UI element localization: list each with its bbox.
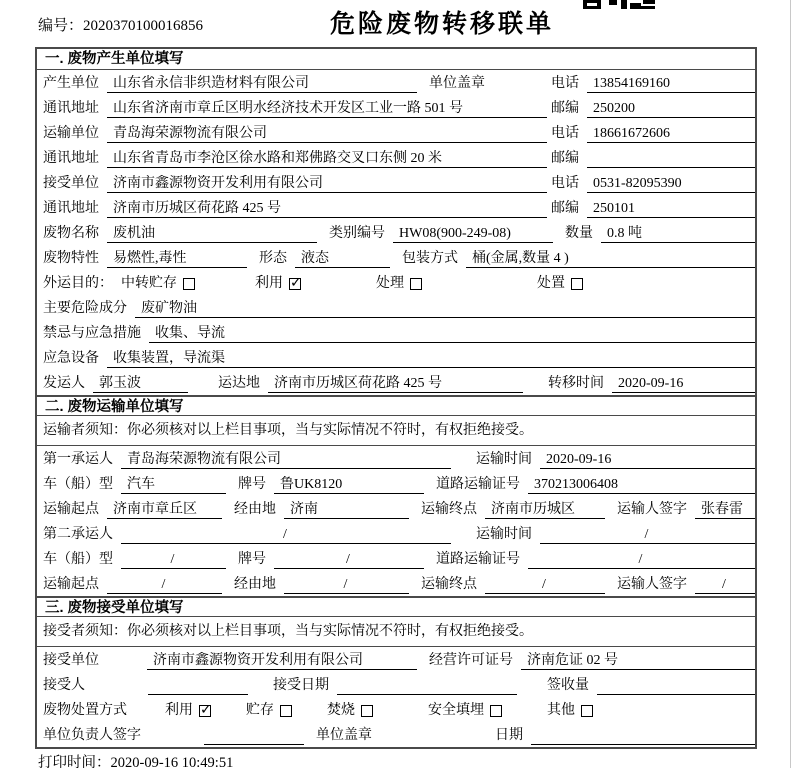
address-label: 通讯地址 — [43, 201, 99, 216]
carrier1-time-value: 2020-09-16 — [540, 451, 755, 469]
option-utilize — [255, 275, 301, 293]
accept-date-value — [337, 677, 517, 695]
vehicle2-type-value: / — [121, 551, 226, 569]
carrier1-value: 青岛海荣源物流有限公司 — [121, 451, 451, 469]
disposal-method-row — [37, 697, 755, 722]
option-transfer-storage — [121, 275, 195, 293]
carrier2-value: / — [121, 526, 451, 544]
route1-row — [37, 496, 755, 521]
option-other — [547, 702, 593, 720]
option-label: 利用 — [165, 703, 193, 718]
equipment-label: 应急设备 — [43, 351, 99, 366]
form-state-value: 液态 — [295, 250, 390, 268]
transporter-address-row — [37, 145, 755, 170]
responsible-sign-value — [204, 727, 304, 745]
form-title: 危险废物转移联单 — [330, 10, 555, 38]
route2-end-value: / — [485, 576, 605, 594]
receiver-zip-value: 250101 — [587, 200, 755, 218]
vehicle1-license-value: 370213006408 — [528, 476, 755, 494]
option-label: 处理 — [376, 276, 404, 291]
right-field-group — [551, 100, 755, 118]
print-time — [38, 751, 233, 768]
producer-zip-value: 250200 — [587, 100, 755, 118]
checkbox-transfer-storage — [183, 278, 195, 290]
serial-value: 2020370100016856 — [83, 18, 204, 34]
form-state-label: 形态 — [259, 251, 287, 266]
section3-header: 三. 废物接受单位填写 — [37, 596, 755, 617]
business-license-value: 济南危证 02 号 — [521, 652, 755, 670]
vehicle2-license-value: / — [528, 551, 755, 569]
route1-end-value: 济南市历城区 — [485, 501, 605, 519]
plate-label: 牌号 — [238, 552, 266, 567]
qr-code-fragment — [583, 0, 655, 9]
print-time-value: 2020-09-16 10:49:51 — [110, 755, 234, 768]
address-label: 通讯地址 — [43, 101, 99, 116]
accept-date-label: 接受日期 — [273, 678, 329, 693]
route2-row — [37, 571, 755, 596]
route-end-label: 运输终点 — [421, 502, 477, 517]
phone-label: 电话 — [551, 126, 579, 141]
serial-number — [38, 14, 203, 35]
waste-code-label: 类别编号 — [329, 226, 385, 241]
shipper-label: 发运人 — [43, 376, 85, 391]
signed-quantity-label: 签收量 — [547, 678, 589, 693]
receiver-address-row — [37, 195, 755, 220]
option-storage — [246, 702, 292, 720]
transporter-notice-row — [37, 416, 755, 446]
emergency-equipment-row — [37, 345, 755, 370]
transport-time-label: 运输时间 — [476, 527, 532, 542]
checkbox-landfill — [490, 705, 502, 717]
signed-quantity-value — [597, 677, 755, 695]
hazard-label: 主要危险成分 — [43, 301, 127, 316]
right-field-group — [551, 175, 755, 193]
waste-props-label: 废物特性 — [43, 251, 99, 266]
acceptor-value — [148, 677, 248, 695]
transfer-purpose-row — [37, 270, 755, 295]
route2-via-value: / — [284, 576, 409, 594]
checkbox-utilize — [289, 278, 301, 290]
option-incinerate — [327, 702, 373, 720]
plate-label: 牌号 — [238, 477, 266, 492]
emergency-value: 收集、导流 — [149, 325, 755, 343]
shipper-value: 郭玉波 — [93, 375, 188, 393]
accepting-unit-label: 接受单位 — [43, 653, 99, 668]
right-field-group — [551, 150, 755, 168]
date-label: 日期 — [495, 728, 523, 743]
waste-code-value: HW08(900-249-08) — [393, 225, 553, 243]
business-license-label: 经营许可证号 — [429, 653, 513, 668]
vehicle-type-label: 车（船）型 — [43, 552, 113, 567]
waste-props-row — [37, 245, 755, 270]
accepting-unit-row — [37, 647, 755, 672]
option-label: 焚烧 — [327, 703, 355, 718]
route-start-label: 运输起点 — [43, 577, 99, 592]
route2-start-value: / — [107, 576, 222, 594]
acceptor-label: 接受人 — [43, 678, 85, 693]
carrier2-row — [37, 521, 755, 546]
option-label: 贮存 — [246, 703, 274, 718]
emergency-label: 禁忌与应急措施 — [43, 326, 141, 341]
producer-row — [37, 70, 755, 95]
carrier2-label: 第二承运人 — [43, 527, 113, 542]
checkbox-incinerate — [361, 705, 373, 717]
option-utilize — [165, 702, 211, 720]
acceptor-row — [37, 672, 755, 697]
responsible-signature-row — [37, 722, 755, 747]
date-value — [531, 727, 755, 745]
carrier-sign-label: 运输人签字 — [617, 577, 687, 592]
serial-label: 编号： — [38, 18, 84, 34]
right-field-group — [551, 125, 755, 143]
unit-seal-label: 单位盖章 — [429, 76, 485, 91]
producer-label: 产生单位 — [43, 76, 99, 91]
carrier1-label: 第一承运人 — [43, 452, 113, 467]
checkbox-utilize — [199, 705, 211, 717]
transporter-value: 青岛海荣源物流有限公司 — [107, 125, 547, 143]
purpose-label: 外运目的： — [43, 276, 113, 291]
vehicle-type-label: 车（船）型 — [43, 477, 113, 492]
vehicle2-plate-value: / — [274, 551, 424, 569]
transfer-time-label: 转移时间 — [548, 376, 604, 391]
responsible-sign-label: 单位负责人签字 — [43, 728, 141, 743]
route1-start-value: 济南市章丘区 — [107, 501, 222, 519]
vehicle1-row — [37, 471, 755, 496]
zip-label: 邮编 — [551, 201, 579, 216]
road-license-label: 道路运输证号 — [436, 477, 520, 492]
carrier1-row — [37, 446, 755, 471]
transporter-address-value: 山东省青岛市李沧区徐水路和郑佛路交叉口东侧 20 米 — [107, 150, 547, 168]
packaging-label: 包装方式 — [402, 251, 458, 266]
unit-seal-label: 单位盖章 — [316, 728, 372, 743]
transporter-notice: 运输者须知：你必须核对以上栏目事项，当与实际情况不符时，有权拒绝接受。 — [43, 422, 533, 438]
manifest-form — [35, 47, 757, 749]
vehicle1-type-value: 汽车 — [121, 476, 226, 494]
destination-label: 运达地 — [218, 376, 260, 391]
transporter-zip-value — [587, 150, 755, 168]
route1-sign-value: 张春雷 — [695, 501, 755, 519]
option-label: 其他 — [547, 703, 575, 718]
address-label: 通讯地址 — [43, 151, 99, 166]
transporter-row — [37, 120, 755, 145]
print-time-label: 打印时间： — [38, 755, 111, 768]
quantity-value: 0.8 吨 — [601, 225, 755, 243]
producer-phone-value: 13854169160 — [587, 75, 755, 93]
producer-address-row — [37, 95, 755, 120]
receiver-phone-value: 0531-82095390 — [587, 175, 755, 193]
phone-label: 电话 — [551, 176, 579, 191]
receiver-value: 济南市鑫源物资开发利用有限公司 — [107, 175, 547, 193]
disposal-method-label: 废物处置方式 — [43, 703, 127, 718]
option-label: 利用 — [255, 276, 283, 291]
transporter-phone-value: 18661672606 — [587, 125, 755, 143]
option-label: 安全填埋 — [428, 703, 484, 718]
route-start-label: 运输起点 — [43, 502, 99, 517]
transfer-time-value: 2020-09-16 — [612, 375, 755, 393]
receiver-address-value: 济南市历城区荷花路 425 号 — [107, 200, 547, 218]
route-end-label: 运输终点 — [421, 577, 477, 592]
option-label: 中转贮存 — [121, 276, 177, 291]
checkbox-storage — [280, 705, 292, 717]
hazard-components-row — [37, 295, 755, 320]
receiver-label: 接受单位 — [43, 176, 99, 191]
transporter-label: 运输单位 — [43, 126, 99, 141]
shipper-row — [37, 370, 755, 395]
option-landfill — [428, 702, 502, 720]
checkbox-dispose — [571, 278, 583, 290]
vehicle1-plate-value: 鲁UK8120 — [274, 476, 424, 494]
phone-label: 电话 — [551, 76, 579, 91]
option-dispose — [537, 275, 583, 293]
hazard-value: 废矿物油 — [135, 300, 755, 318]
checkbox-treat — [410, 278, 422, 290]
right-field-group — [551, 75, 755, 93]
waste-name-row — [37, 220, 755, 245]
waste-props-value: 易燃性,毒性 — [107, 250, 247, 268]
right-field-group — [551, 200, 755, 218]
producer-address-value: 山东省济南市章丘区明水经济技术开发区工业一路 501 号 — [107, 100, 547, 118]
zip-label: 邮编 — [551, 151, 579, 166]
route1-via-value: 济南 — [284, 501, 409, 519]
quantity-label: 数量 — [565, 226, 593, 241]
waste-name-label: 废物名称 — [43, 226, 99, 241]
accepting-unit-value: 济南市鑫源物资开发利用有限公司 — [147, 652, 417, 670]
packaging-value: 桶(金属,数量 4 ) — [466, 250, 755, 268]
equipment-value: 收集装置，导流渠 — [107, 350, 755, 368]
vehicle2-row — [37, 546, 755, 571]
producer-value: 山东省永信非织造材料有限公司 — [107, 75, 417, 93]
option-treat — [376, 275, 422, 293]
route-via-label: 经由地 — [234, 502, 276, 517]
option-label: 处置 — [537, 276, 565, 291]
receiver-notice: 接受者须知：你必须核对以上栏目事项，当与实际情况不符时，有权拒绝接受。 — [43, 623, 533, 639]
section1-header: 一. 废物产生单位填写 — [37, 49, 755, 70]
waste-name-value: 废机油 — [107, 225, 317, 243]
destination-value: 济南市历城区荷花路 425 号 — [268, 375, 523, 393]
section2-header: 二. 废物运输单位填写 — [37, 395, 755, 416]
page-edge-line — [790, 0, 791, 768]
receiver-notice-row — [37, 617, 755, 647]
carrier-sign-label: 运输人签字 — [617, 502, 687, 517]
receiver-row — [37, 170, 755, 195]
checkbox-other — [581, 705, 593, 717]
carrier2-time-value: / — [540, 526, 755, 544]
route-via-label: 经由地 — [234, 577, 276, 592]
zip-label: 邮编 — [551, 101, 579, 116]
road-license-label: 道路运输证号 — [436, 552, 520, 567]
transport-time-label: 运输时间 — [476, 452, 532, 467]
emergency-measures-row — [37, 320, 755, 345]
route2-sign-value: / — [695, 576, 755, 594]
